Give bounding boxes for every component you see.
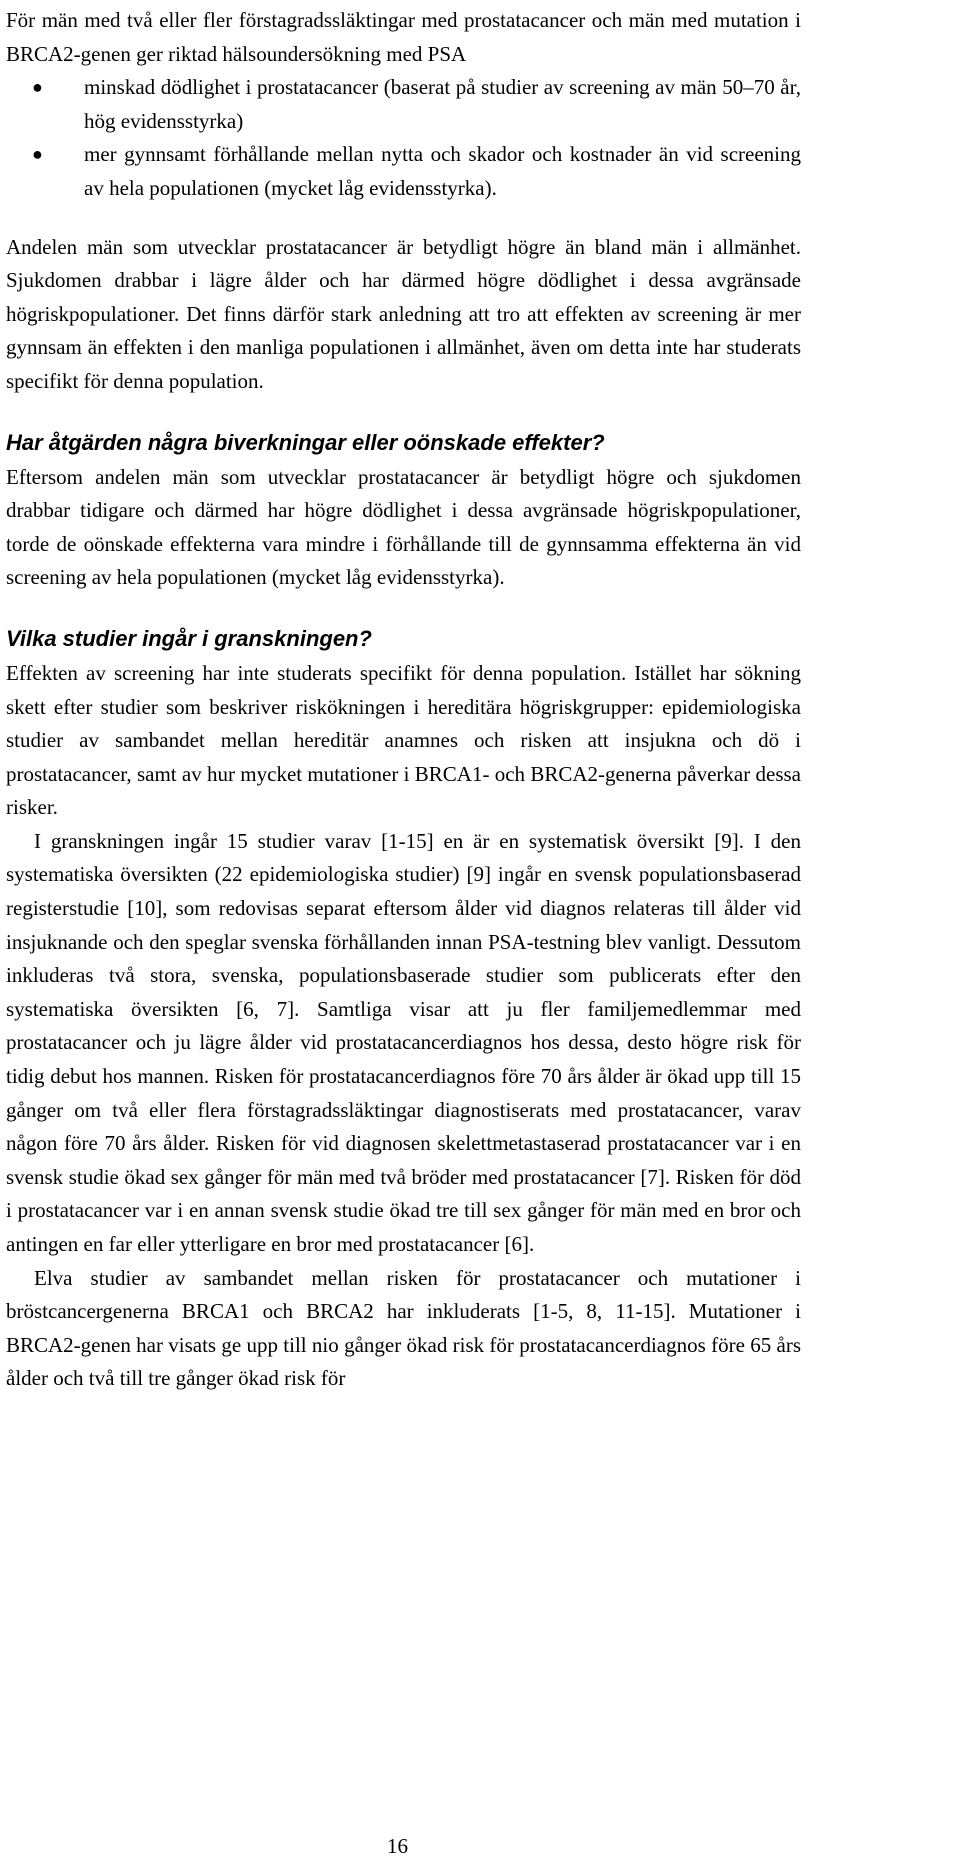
intro-paragraph: För män med två eller fler förstagradssläktingar med prostatacancer och män med mutation i BRCA2-genen ger riktad hälsoundersökning med PSA	[6, 8, 801, 66]
bullet-icon: ●	[32, 77, 43, 98]
bullet-item	[32, 71, 801, 138]
body-paragraph: Effekten av screening har inte studerats specifikt för denna population. Istället har sökning skett efter studier som beskriver riskökningen i hereditära högriskgrupper: epidemiologiska studier av sambandet mellan hereditär anamnes och risken att insjukna och dö i prostatacancer, samt av hur mycket mutationer i BRCA1- och BRCA2-generna påverkar dessa risker.	[6, 660, 801, 820]
body-paragraph: I granskningen ingår 15 studier varav [1-15] en är en systematisk översikt [9]. I den systematiska översikten (22 epidemiologiska studier) [9] ingår en svensk populationsbaserad registerstudie [10], som redovisas separat eftersom ålder vid diagnos relateras till ålder vid insjuknande och den speglar svenska förhållanden innan PSA-testning blev vanligt. Dessutom inkluderas två stora, svenska, populationsbaserade studier som publicerats efter den systematiska översikten [6, 7]. Samtliga visar att ju fler familjemedlemmar med prostatacancer och ju lägre ålder vid prostatacancerdiagnos hos dessa, desto högre risk för tidig debut hos mannen. Risken för prostatacancerdiagnos före 70 års ålder är ökad upp till 15 gånger om två eller flera förstagradssläktingar diagnostiserats med prostatacancer, varav någon före 70 års ålder. Risken för vid diagnosen skelettmetastaserad prostatacancer var i en svensk studie ökad sex gånger för män med två bröder med prostatacancer [7]. Risken för död i prostatacancer var i en annan svensk studie ökad tre till sex gånger för män med en bror och antingen en far eller ytterligare en bror med prostatacancer [6].	[6, 828, 801, 1256]
section-heading: Vilka studier ingår i granskningen?	[6, 625, 372, 651]
body-paragraph: Eftersom andelen män som utvecklar prostatacancer är betydligt högre och sjukdomen drabbar tidigare och därmed har högre dödlighet i dessa avgränsade högriskpopulationer, torde de oönskade effekterna vara mindre i förhållande till de gynnsamma effekterna än vid screening av hela populationen (mycket låg evidensstyrka).	[6, 464, 801, 590]
bullet-item	[32, 138, 801, 205]
bullet-text: minskad dödlighet i prostatacancer (baserat på studier av screening av män 50–70 år, hög evidensstyrka)	[84, 75, 801, 133]
body-paragraph: Andelen män som utvecklar prostatacancer är betydligt högre än bland män i allmänhet. Sjukdomen drabbar i lägre ålder och har därmed högre dödlighet i dessa avgränsade högriskpopulationer. Det finns därför stark anledning att tro att effekten av screening är mer gynnsam än effekten i den manliga populationen i allmänhet, även om detta inte har studerats specifikt för denna population.	[6, 234, 801, 393]
document-page	[6, 0, 801, 1396]
page-number: 16	[387, 1834, 408, 1858]
section-heading: Har åtgärden några biverkningar eller oönskade effekter?	[6, 429, 605, 455]
body-paragraph: Elva studier av sambandet mellan risken för prostatacancer och mutationer i bröstcancergenerna BRCA1 och BRCA2 har inkluderats [1-5, 8, 11-15]. Mutationer i BRCA2-genen har visats ge upp till nio gånger ökad risk för prostatacancerdiagnos före 65 års ålder och två till tre gånger ökad risk för	[6, 1265, 801, 1391]
bullet-icon: ●	[32, 144, 43, 165]
bullet-text: mer gynnsamt förhållande mellan nytta och skador och kostnader än vid screening av hela populationen (mycket låg evidensstyrka).	[84, 142, 801, 200]
bullet-list	[6, 71, 801, 205]
